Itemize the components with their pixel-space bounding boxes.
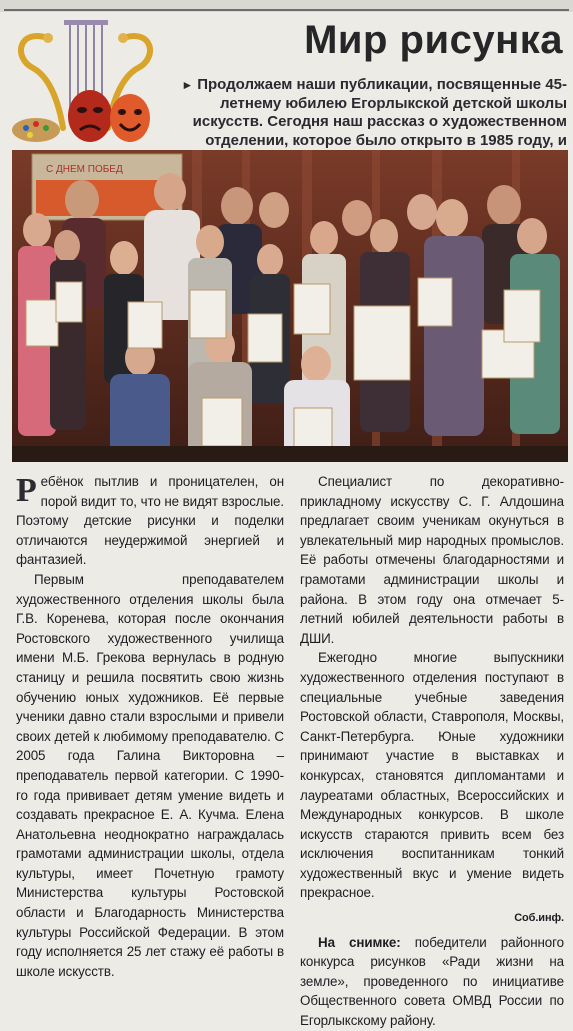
group-photo: [12, 150, 568, 462]
lead-text: Продолжаем наши публикации, посвященные 45-летнему юбилею Егорлыкской детской школы искусств. Сегодня наш рассказ о художественном отделении, которое было открыто в 1985 году, и: [192, 76, 567, 149]
caption-text: победители районного конкурса рисунков «Ради жизни на земле», проведенного по инициативе Общественного совета ОМВД России по Егорлыкскому району.: [300, 934, 564, 1029]
paragraph: Первым преподавателем художественного отделения школы была Г.В. Коренева, которая после окончания Ростовского художественного училища имени М.Б. Грекова вернулась в родную станицу и решила посвятить свою жизнь обучению юных художников. Её первые ученики давно стали взрослыми и привели своих детей к любимому преподавателю. С 2005 года Галина Викторовна – преподаватель первой категории. С 1990-го года прививает детям умение видеть и создавать прекрасное Е. А. Кучма. Елена Анатольевна неоднократно награждалась грамотами администрации школы, отдела культуры, имеет Почетную грамоту Министерства культуры Ростовской области и Благодарность Министерства культуры Российской Федерации. В этом году исполняется 25 лет стажу её работы в школе искусств.: [16, 571, 284, 979]
caption-label: На снимке:: [318, 934, 401, 950]
photo-caption: [300, 933, 564, 1031]
paragraph-text: ебёнок пытлив и проницателен, он порой видит то, что не видят взрослые. Поэтому детские рисунки и поделки отличаются неудержимой энергией и фантазией.: [16, 474, 284, 568]
source-credit: Соб.инф.: [514, 912, 564, 925]
art-school-logo: [8, 18, 163, 148]
page-top-rule: [0, 0, 573, 12]
article-column-1: [16, 472, 284, 981]
article-column-2: [300, 472, 564, 1031]
paragraph: Ежегодно многие выпускники художественного отделения поступают в специальные учебные заведения Ростовской области, Ставрополя, Москвы, Санкт-Петербурга. Юные художники принимают участие в выставках и конкурсах, становятся дипломантами и лауреатами областных, Всероссийских и Международных конкурсов. В школе искусств стараются привить всем без исключения воспитанникам тонкий художественный вкус и умение видеть прекрасное.: [300, 650, 564, 901]
paragraph: Специалист по декоративно-прикладному искусству С. Г. Алдошина предлагает своим ученикам окунуться в увлекательный мир народных промыслов. Её работы отмечены благодарностями и грамотами администрации школы и района. В этом году она отмечает 5-летний юбилей деятельности работы в ДШИ.: [300, 474, 564, 646]
arrow-right-icon: ►: [181, 78, 194, 92]
banner-text: С ДНЕМ ПОБЕД: [46, 164, 123, 175]
article-title: Мир рисунка: [304, 18, 563, 62]
paragraph: [16, 472, 284, 570]
drop-cap: Р: [16, 472, 37, 509]
